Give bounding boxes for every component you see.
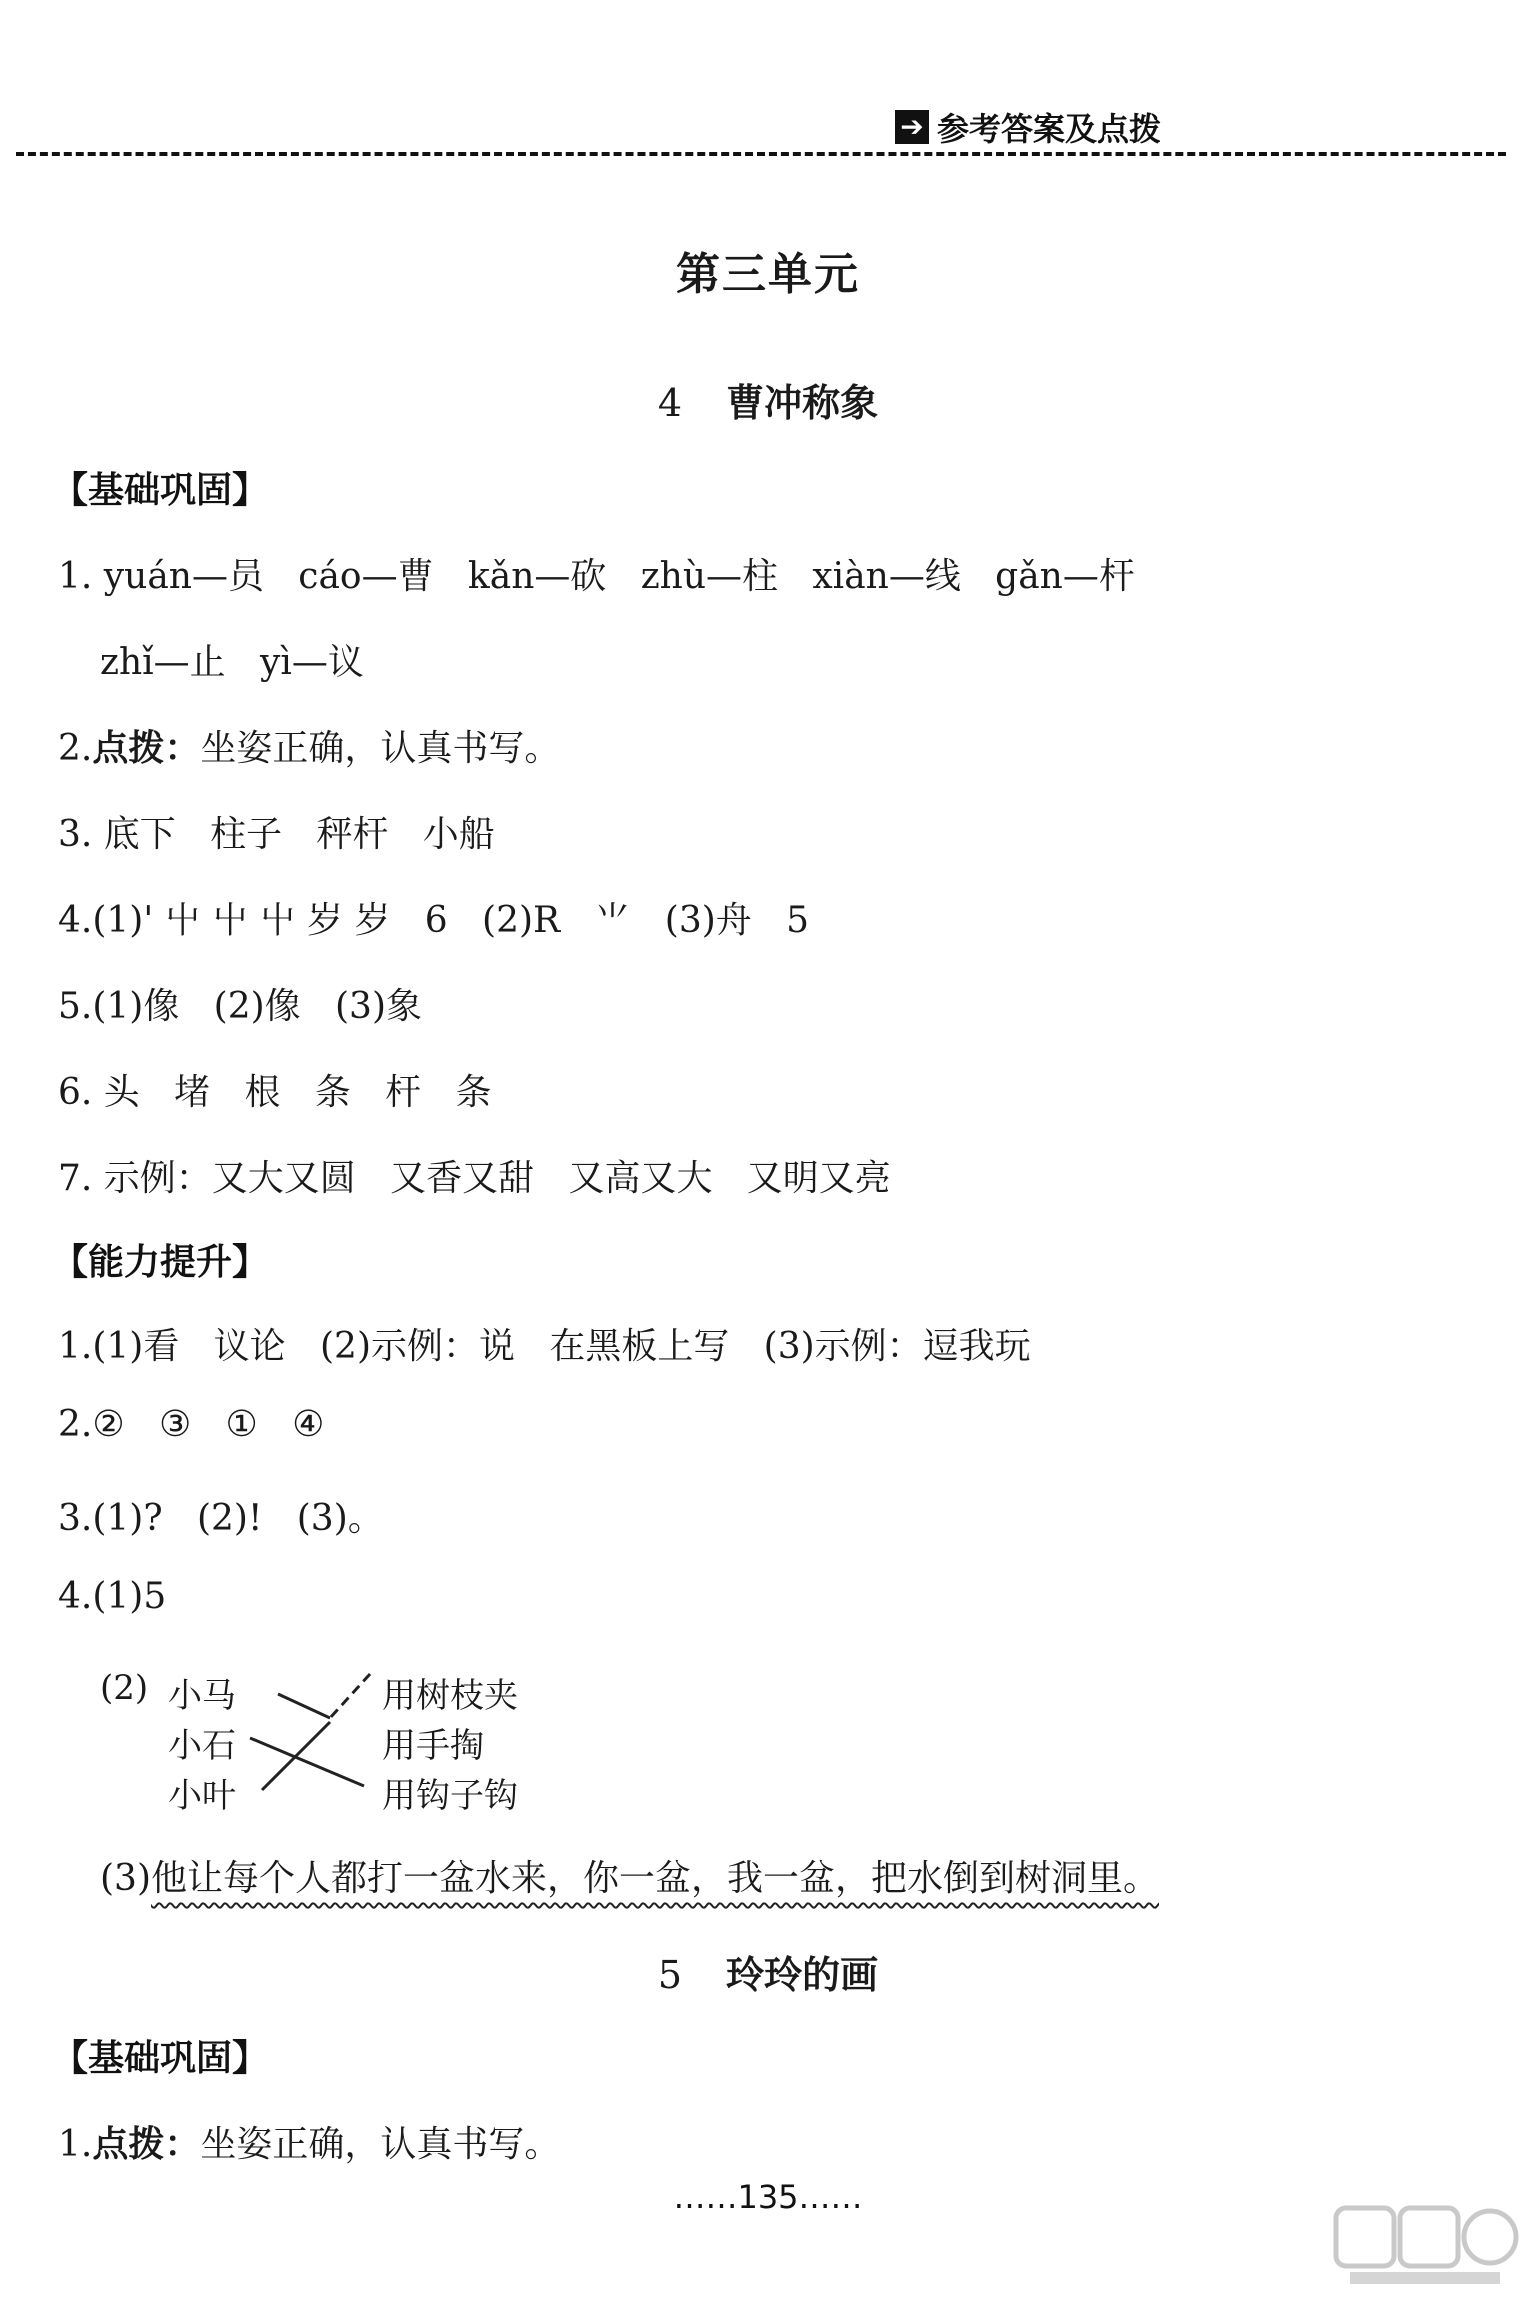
match-right-item: 用钩子钩 [382,1776,518,1816]
arrow-icon: ➔ [895,110,929,144]
match-left-item: 小马 [168,1676,236,1716]
tip-text: 坐姿正确，认真书写。 [200,2124,561,2165]
lesson-number: 5 [657,1953,683,1997]
tip-label: 点拨： [92,2124,201,2165]
question-number: (3) [100,1858,151,1899]
lesson-number: 4 [657,381,683,425]
page-number [0,2178,1536,2216]
matching-prefix: (2) [100,1668,149,1708]
page-number-value: 135 [737,2178,799,2216]
page-dots: …… [673,2178,738,2216]
watermark-logo [1330,2200,1520,2290]
answer-line: 4.(1)5 [58,1576,167,1617]
match-line [330,1674,370,1718]
answer-line: 6. 头 堵 根 条 杆 条 [58,1072,492,1113]
question-number: 1. [58,2124,93,2165]
answer-line: 5.(1)像 (2)像 (3)象 [58,986,422,1027]
answer-line-4-3 [100,1850,1159,1901]
answer-line: 1.(1)看 议论 (2)示例：说 在黑板上写 (3)示例：逗我玩 [58,1326,1031,1367]
unit-title: 第三单元 [676,249,860,300]
match-left-item: 小石 [168,1726,236,1766]
section-basic: 【基础巩固】 [52,2038,269,2079]
answer-line-tip [58,2116,560,2167]
section-ability: 【能力提升】 [52,1242,269,1283]
question-number: 2. [58,728,93,769]
answer-line: 1. yuán—员 cáo—曹 kǎn—砍 zhù—柱 xiàn—线 gǎn—杆 [58,556,1135,597]
match-right-item: 用手掏 [382,1726,484,1766]
lesson-name: 玲玲的画 [726,1953,879,1997]
lesson-title-4 [0,372,1536,427]
answer-line: 3. 底下 柱子 秤杆 小船 [58,814,495,855]
match-right-item: 用树枝夹 [382,1676,518,1716]
section-basic: 【基础巩固】 [52,470,269,511]
match-line [278,1694,330,1718]
match-line [262,1722,330,1790]
tip-text: 坐姿正确，认真书写。 [200,728,561,769]
answer-line: 3.(1)? (2)! (3)。 [58,1498,384,1539]
match-left-item: 小叶 [168,1776,236,1816]
tip-label: 点拨： [92,728,201,769]
lesson-title-5 [0,1944,1536,1999]
matching-lines [230,1660,390,1820]
header-label [895,104,1161,150]
answer-line: 2.② ③ ① ④ [58,1404,325,1445]
lesson-name: 曹冲称象 [726,381,879,425]
page-dots: …… [798,2178,863,2216]
answer-line: 4.(1)' 屮 屮 屮 岁 岁 6 (2)R ⺌ (3)舟 5 [58,900,810,941]
header-divider [16,152,1506,156]
answer-line: zhǐ—止 yì—议 [100,642,364,683]
answer-line-tip [58,720,560,771]
answer-line: 7. 示例：又大又圆 又香又甜 又高又大 又明又亮 [58,1158,891,1199]
header-text: 参考答案及点拨 [937,110,1162,148]
page-header [0,0,1536,160]
underlined-answer: 他让每个人都打一盆水来，你一盆，我一盆，把水倒到树洞里。 [151,1858,1160,1899]
